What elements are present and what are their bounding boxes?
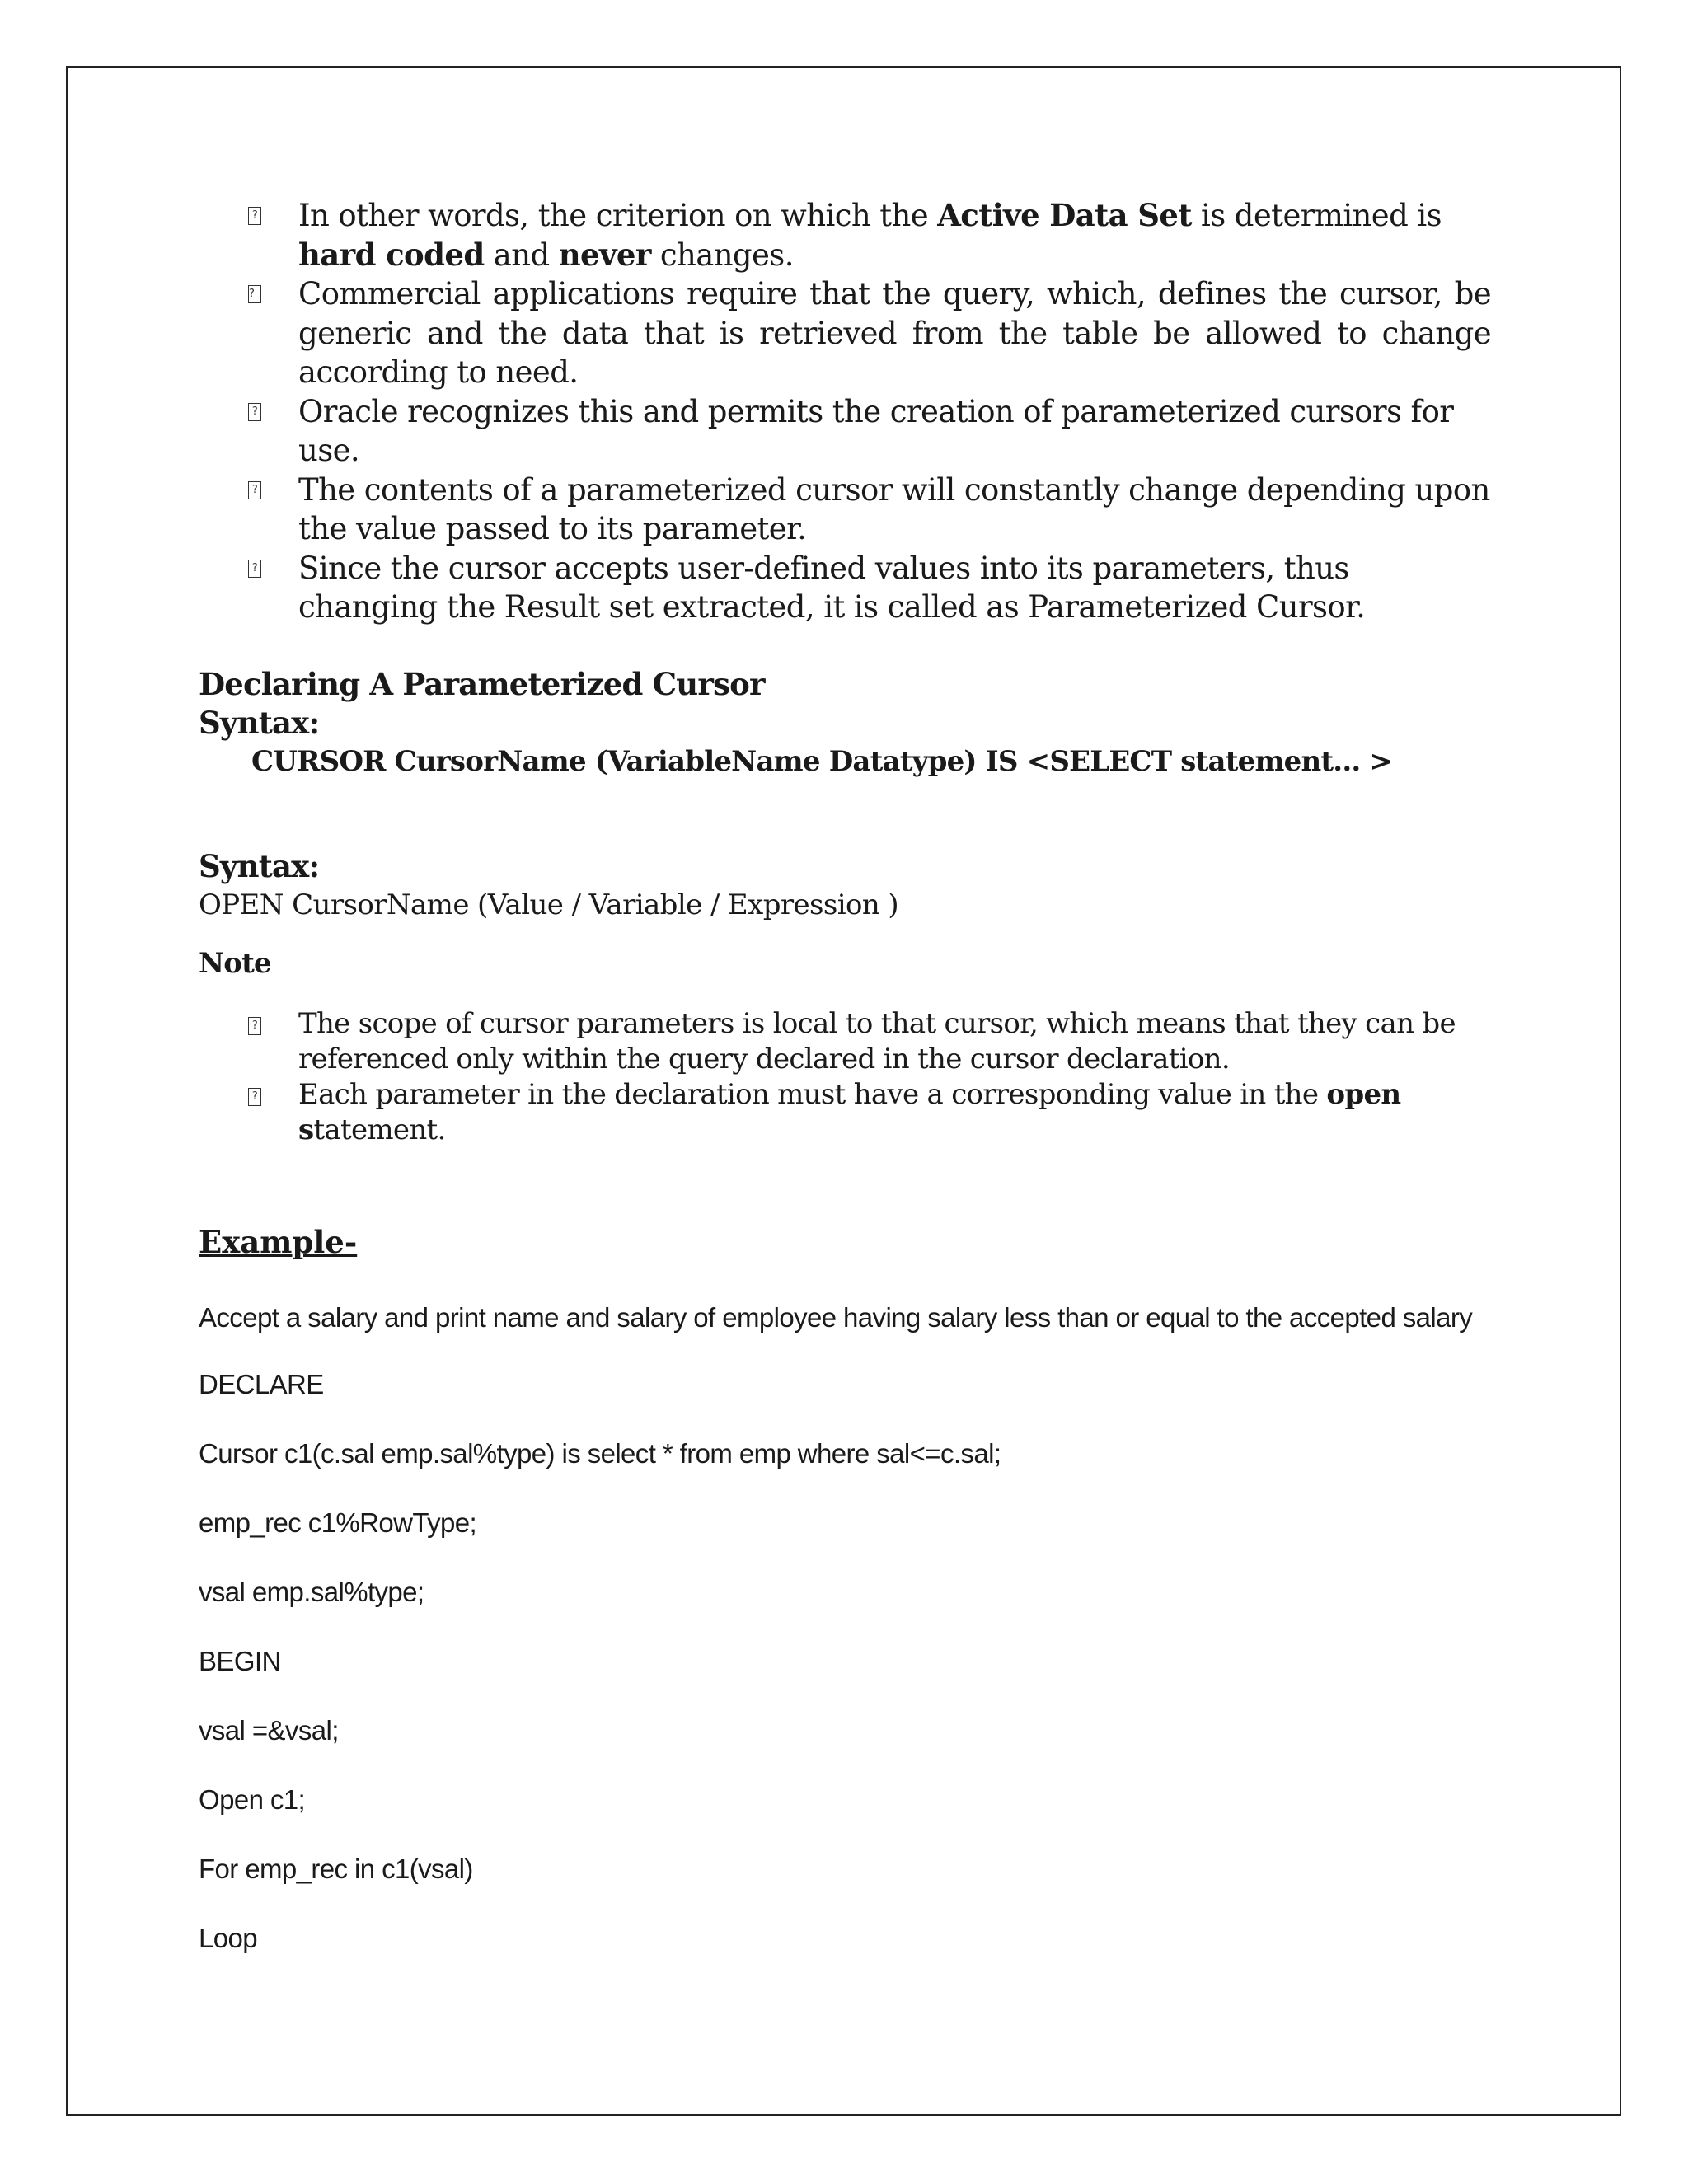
code-line: vsal emp.sal%type; [199, 1576, 424, 1607]
note-label: Note [199, 946, 271, 980]
example-description: Accept a salary and print name and salary of employee having salary less than or equal to the accepted salary [199, 1301, 1473, 1333]
bullet-glyph-icon: ? [248, 560, 261, 578]
code-line: BEGIN [199, 1645, 281, 1676]
code-line: DECLARE [199, 1368, 324, 1399]
declaring-heading: Declaring A Parameterized Cursor [199, 665, 765, 702]
bold-text: open s [298, 1077, 1401, 1146]
bold-text: never [558, 236, 651, 273]
text-segment: The contents of a parameterized cursor will constantly change depending upon the value passed to its parameter. [298, 471, 1490, 546]
text-segment: Commercial applications require that the query, which, defines the cursor, be generic and the data that is retrieved from the table be allowed to change according to need. [298, 276, 1491, 390]
text-segment: is determined is [1191, 198, 1442, 233]
intro-bullet-item [199, 392, 1491, 471]
text-segment: Since the cursor accepts user-defined values into its parameters, thus changing the Result set extracted, it is called as Parameterized Cursor. [298, 550, 1366, 625]
text-segment: In other words, the criterion on which the [298, 198, 938, 233]
text-segment: changes. [650, 237, 794, 273]
intro-bullet-list [199, 196, 1491, 627]
bullet-glyph-icon: ? [248, 1088, 261, 1106]
bullet-glyph-icon: ? [248, 1017, 261, 1035]
text-segment: tatement. [313, 1113, 446, 1146]
text-segment: Each parameter in the declaration must have a corresponding value in the [298, 1077, 1327, 1111]
declaring-syntax-text: CURSOR CursorName (VariableName Datatype) IS <SELECT statement... > [251, 744, 1393, 778]
note-bullet-item [199, 1006, 1491, 1077]
open-syntax-text: OPEN CursorName (Value / Variable / Expression ) [199, 888, 899, 921]
note-bullet-item [199, 1077, 1491, 1148]
text-segment: The scope of cursor parameters is local to that cursor, which means that they can be referenced only within the query declared in the cursor declaration. [298, 1006, 1456, 1076]
intro-bullet-item [199, 549, 1491, 627]
code-line: Open c1; [199, 1783, 306, 1815]
open-syntax-label: Syntax: [199, 847, 320, 884]
text-segment: and [484, 237, 559, 273]
code-line: emp_rec c1%RowType; [199, 1507, 477, 1538]
bullet-glyph-icon: ? [248, 403, 261, 421]
example-code-block [199, 1363, 1491, 1959]
bold-text: hard coded [298, 236, 485, 273]
code-line: Loop [199, 1922, 258, 1953]
bullet-glyph-icon: ? [248, 207, 261, 225]
bullet-glyph-icon: ? [248, 481, 261, 499]
bullet-glyph-icon: ? [248, 285, 261, 303]
declaring-syntax-label: Syntax: [199, 704, 320, 741]
intro-bullet-item [199, 274, 1491, 392]
intro-bullet-item [199, 471, 1491, 549]
text-segment: Oracle recognizes this and permits the creation of parameterized cursors for use. [298, 393, 1454, 468]
bold-text: Active Data Set [937, 197, 1192, 233]
code-line: vsal =&vsal; [199, 1714, 339, 1746]
code-line: For emp_rec in c1(vsal) [199, 1853, 473, 1884]
intro-bullet-item [199, 196, 1491, 274]
document-content [199, 196, 1491, 1959]
code-line: Cursor c1(c.sal emp.sal%type) is select * from emp where sal<=c.sal; [199, 1437, 1001, 1469]
example-heading: Example- [199, 1223, 358, 1260]
note-bullet-list [199, 1006, 1491, 1148]
